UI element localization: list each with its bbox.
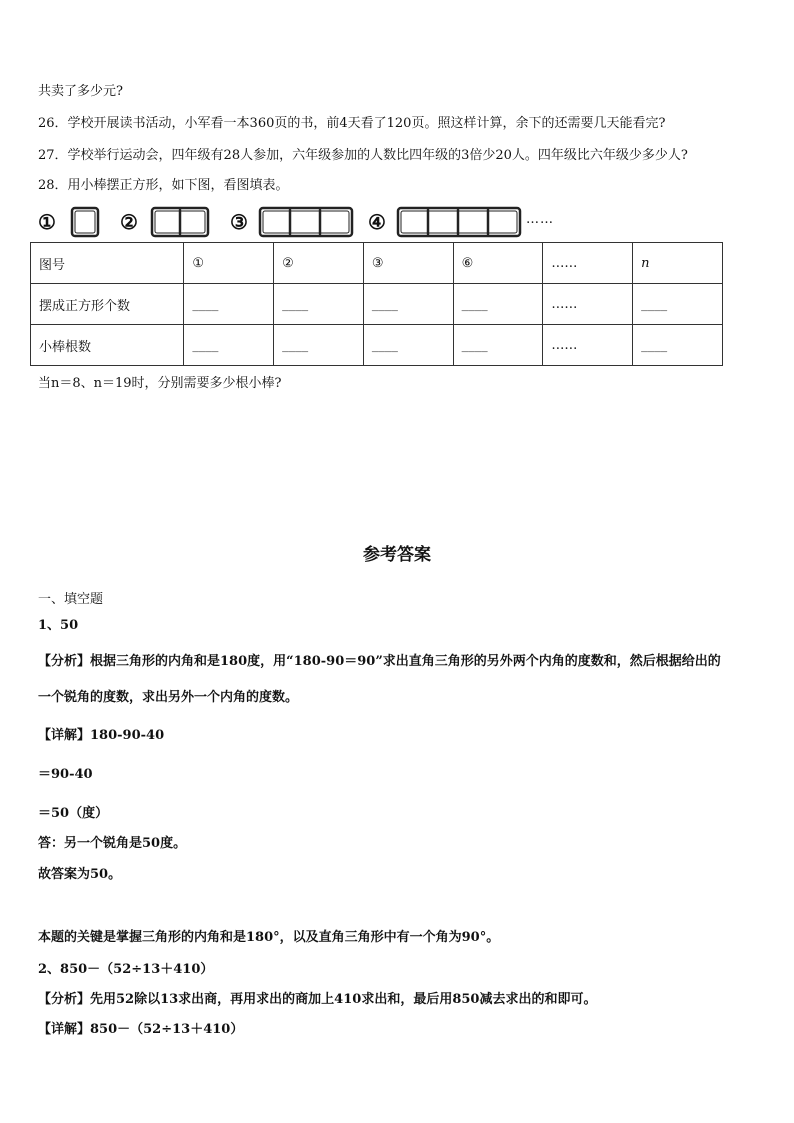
table-cell[interactable]: ____ (184, 284, 274, 325)
question-28-followup: 当n＝8、n＝19时，分别需要多少根小棒? (38, 376, 282, 391)
table-cell: …… (543, 325, 633, 366)
figure-label-4: ④ (368, 210, 386, 234)
answer-1-number: 1、50 (38, 618, 79, 633)
table-row (31, 325, 723, 366)
table-header-cell: ② (274, 243, 364, 284)
table-cell[interactable]: ____ (184, 325, 274, 366)
section-heading: 一、填空题 (38, 592, 104, 607)
table-cell[interactable]: ____ (453, 325, 543, 366)
answer-1-final: 故答案为50。 (38, 867, 122, 882)
table-cell[interactable]: ____ (363, 325, 453, 366)
table-header-row (31, 243, 723, 284)
table-cell[interactable]: ____ (274, 284, 364, 325)
answer-1-analysis-cont: 一个锐角的度数，求出另外一个内角的度数。 (38, 690, 299, 705)
answer-2-number: 2、850－（52÷13＋410） (38, 962, 214, 977)
figure-3-squares (256, 204, 356, 240)
figure-label-2: ② (120, 210, 138, 234)
figure-1-square (68, 204, 102, 240)
table-header-cell: ③ (363, 243, 453, 284)
figure-4-squares (394, 204, 524, 240)
question-26: 26．学校开展读书活动，小军看一本360页的书，前4天看了120页。照这样计算，余下的还需要几天能看完? (38, 116, 666, 131)
table-header-cell: ① (184, 243, 274, 284)
table-cell[interactable]: ____ (274, 325, 364, 366)
table-header-cell: ⑥ (453, 243, 543, 284)
table-header-cell: …… (543, 243, 633, 284)
answer-1-step: ＝90-40 (38, 767, 93, 782)
figure-2-squares (148, 204, 212, 240)
question-27: 27．学校举行运动会，四年级有28人参加，六年级参加的人数比四年级的3倍少20人。四年级比六年级少多少人? (38, 148, 688, 163)
answer-1-reply: 答：另一个锐角是50度。 (38, 836, 187, 851)
table-cell[interactable]: ____ (633, 325, 723, 366)
table-header-cell: n (633, 243, 723, 284)
table-cell[interactable]: ____ (633, 284, 723, 325)
figure-ellipsis: …… (526, 212, 554, 227)
stick-figures (38, 204, 578, 242)
figure-label-1: ① (38, 210, 56, 234)
table-row-label: 摆成正方形个数 (31, 284, 184, 325)
answer-2-analysis: 【分析】先用52除以13求出商，再用求出的商加上410求出和，最后用850减去求出的和即可。 (38, 992, 597, 1007)
answer-1-step: ＝50（度） (38, 806, 109, 821)
table-cell[interactable]: ____ (453, 284, 543, 325)
question-25-tail: 共卖了多少元? (38, 84, 123, 99)
table-header-cell: 图号 (31, 243, 184, 284)
answer-1-analysis: 【分析】根据三角形的内角和是180度，用“180-90＝90”求出直角三角形的另外两个内角的度数和，然后根据给出的 (38, 654, 721, 669)
table-row (31, 284, 723, 325)
figure-label-3: ③ (230, 210, 248, 234)
question-28: 28．用小棒摆正方形，如下图，看图填表。 (38, 178, 289, 193)
answer-2-detail: 【详解】850－（52÷13＋410） (38, 1022, 244, 1037)
fill-in-table (30, 242, 723, 366)
answer-1-key-point: 本题的关键是掌握三角形的内角和是180°，以及直角三角形中有一个角为90°。 (38, 930, 500, 945)
answers-title: 参考答案 (363, 545, 431, 565)
table-cell[interactable]: ____ (363, 284, 453, 325)
answer-1-detail: 【详解】180-90-40 (38, 728, 165, 743)
table-cell: …… (543, 284, 633, 325)
table-row-label: 小棒根数 (31, 325, 184, 366)
